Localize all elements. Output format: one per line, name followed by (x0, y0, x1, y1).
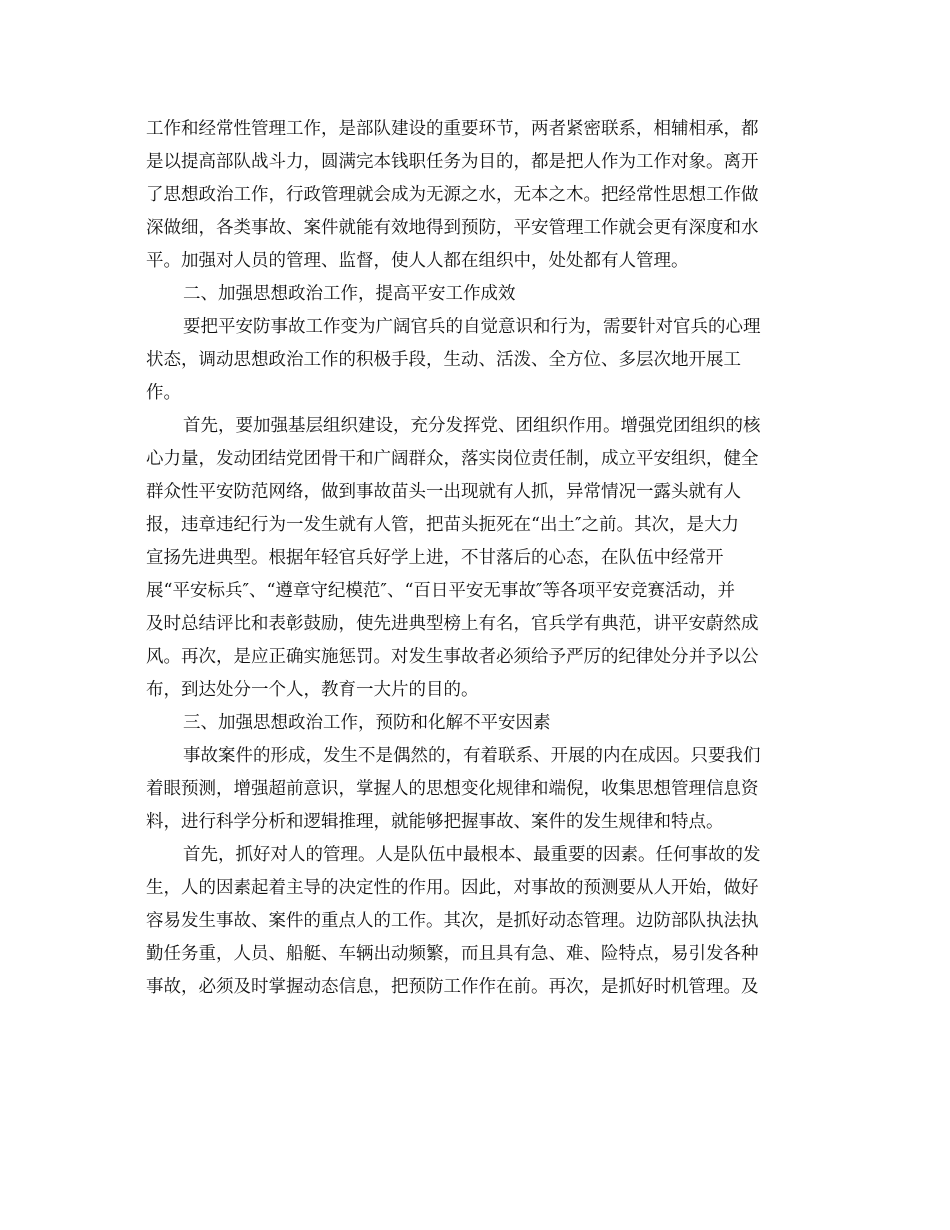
text-line: 状态，调动思想政治工作的积极手段，生动、活泼、全方位、多层次地开展工 (146, 350, 741, 370)
text-line: 生，人的因素起着主导的决定性的作用。因此，对事故的预测要从人开始，做好 (146, 878, 759, 898)
text-line: 平。加强对人员的管理、监督，使人人都在组织中，处处都有人管理。 (146, 251, 689, 271)
section-heading: 三、加强思想政治工作，预防和化解不平安因素 (183, 713, 551, 733)
text-line: 展“平安标兵″、“遵章守纪模范″、“百日平安无事故″等各项平安竞赛活动，并 (146, 581, 735, 601)
text-line: 料，进行科学分析和逻辑推理，就能够把握事故、案件的发生规律和特点。 (146, 812, 724, 832)
text-line: 宣扬先进典型。根据年轻官兵好学上进，不甘落后的心态，在队伍中经常开 (146, 548, 724, 568)
text-line: 首先，抓好对人的管理。人是队伍中最根本、最重要的因素。任何事故的发 (183, 845, 761, 865)
text-line: 深做细，各类事故、案件就能有效地得到预防，平安管理工作就会更有深度和水 (146, 218, 759, 238)
text-line: 群众性平安防范网络，做到事故苗头一出现就有人抓，异常情况一露头就有人 (146, 482, 741, 502)
text-line: 事故案件的形成，发生不是偶然的，有着联系、开展的内在成因。只要我们 (183, 746, 761, 766)
text-line: 风。再次，是应正确实施惩罚。对发生事故者必须给予严厉的纪律处分并予以公 (146, 647, 759, 667)
text-line: 勤任务重，人员、船艇、车辆出动频繁，而且具有急、难、险特点，易引发各种 (146, 944, 759, 964)
text-line: 了思想政治工作，行政管理就会成为无源之水，无本之木。把经常性思想工作做 (146, 185, 759, 205)
text-line: 容易发生事故、案件的重点人的工作。其次，是抓好动态管理。边防部队执法执 (146, 911, 759, 931)
text-line: 及时总结评比和表彰鼓励，使先进典型榜上有名，官兵学有典范，讲平安蔚然成 (146, 614, 759, 634)
text-line: 首先，要加强基层组织建设，充分发挥党、团组织作用。增强党团组织的核 (183, 416, 761, 436)
document-body (146, 113, 802, 1004)
text-line: 作。 (146, 383, 181, 403)
text-line: 事故，必须及时掌握动态信息，把预防工作作在前。再次，是抓好时机管理。及 (146, 977, 759, 997)
text-line: 要把平安防事故工作变为广阔官兵的自觉意识和行为，需要针对官兵的心理 (183, 317, 761, 337)
text-line: 心力量，发动团结党团骨干和广阔群众，落实岗位责任制，成立平安组织，健全 (146, 449, 759, 469)
text-line: 报，违章违纪行为一发生就有人管，把苗头扼死在“出土″之前。其次，是大力 (146, 515, 739, 535)
text-line: 布，到达处分一个人，教育一大片的目的。 (146, 680, 479, 700)
text-line: 工作和经常性管理工作，是部队建设的重要环节，两者紧密联系，相辅相承，都 (146, 119, 759, 139)
section-heading: 二、加强思想政治工作，提高平安工作成效 (183, 284, 516, 304)
text-line: 是以提高部队战斗力，圆满完本钱职任务为目的，都是把人作为工作对象。离开 (146, 152, 759, 172)
text-line: 着眼预测，增强超前意识，掌握人的思想变化规律和端倪，收集思想管理信息资 (146, 779, 759, 799)
